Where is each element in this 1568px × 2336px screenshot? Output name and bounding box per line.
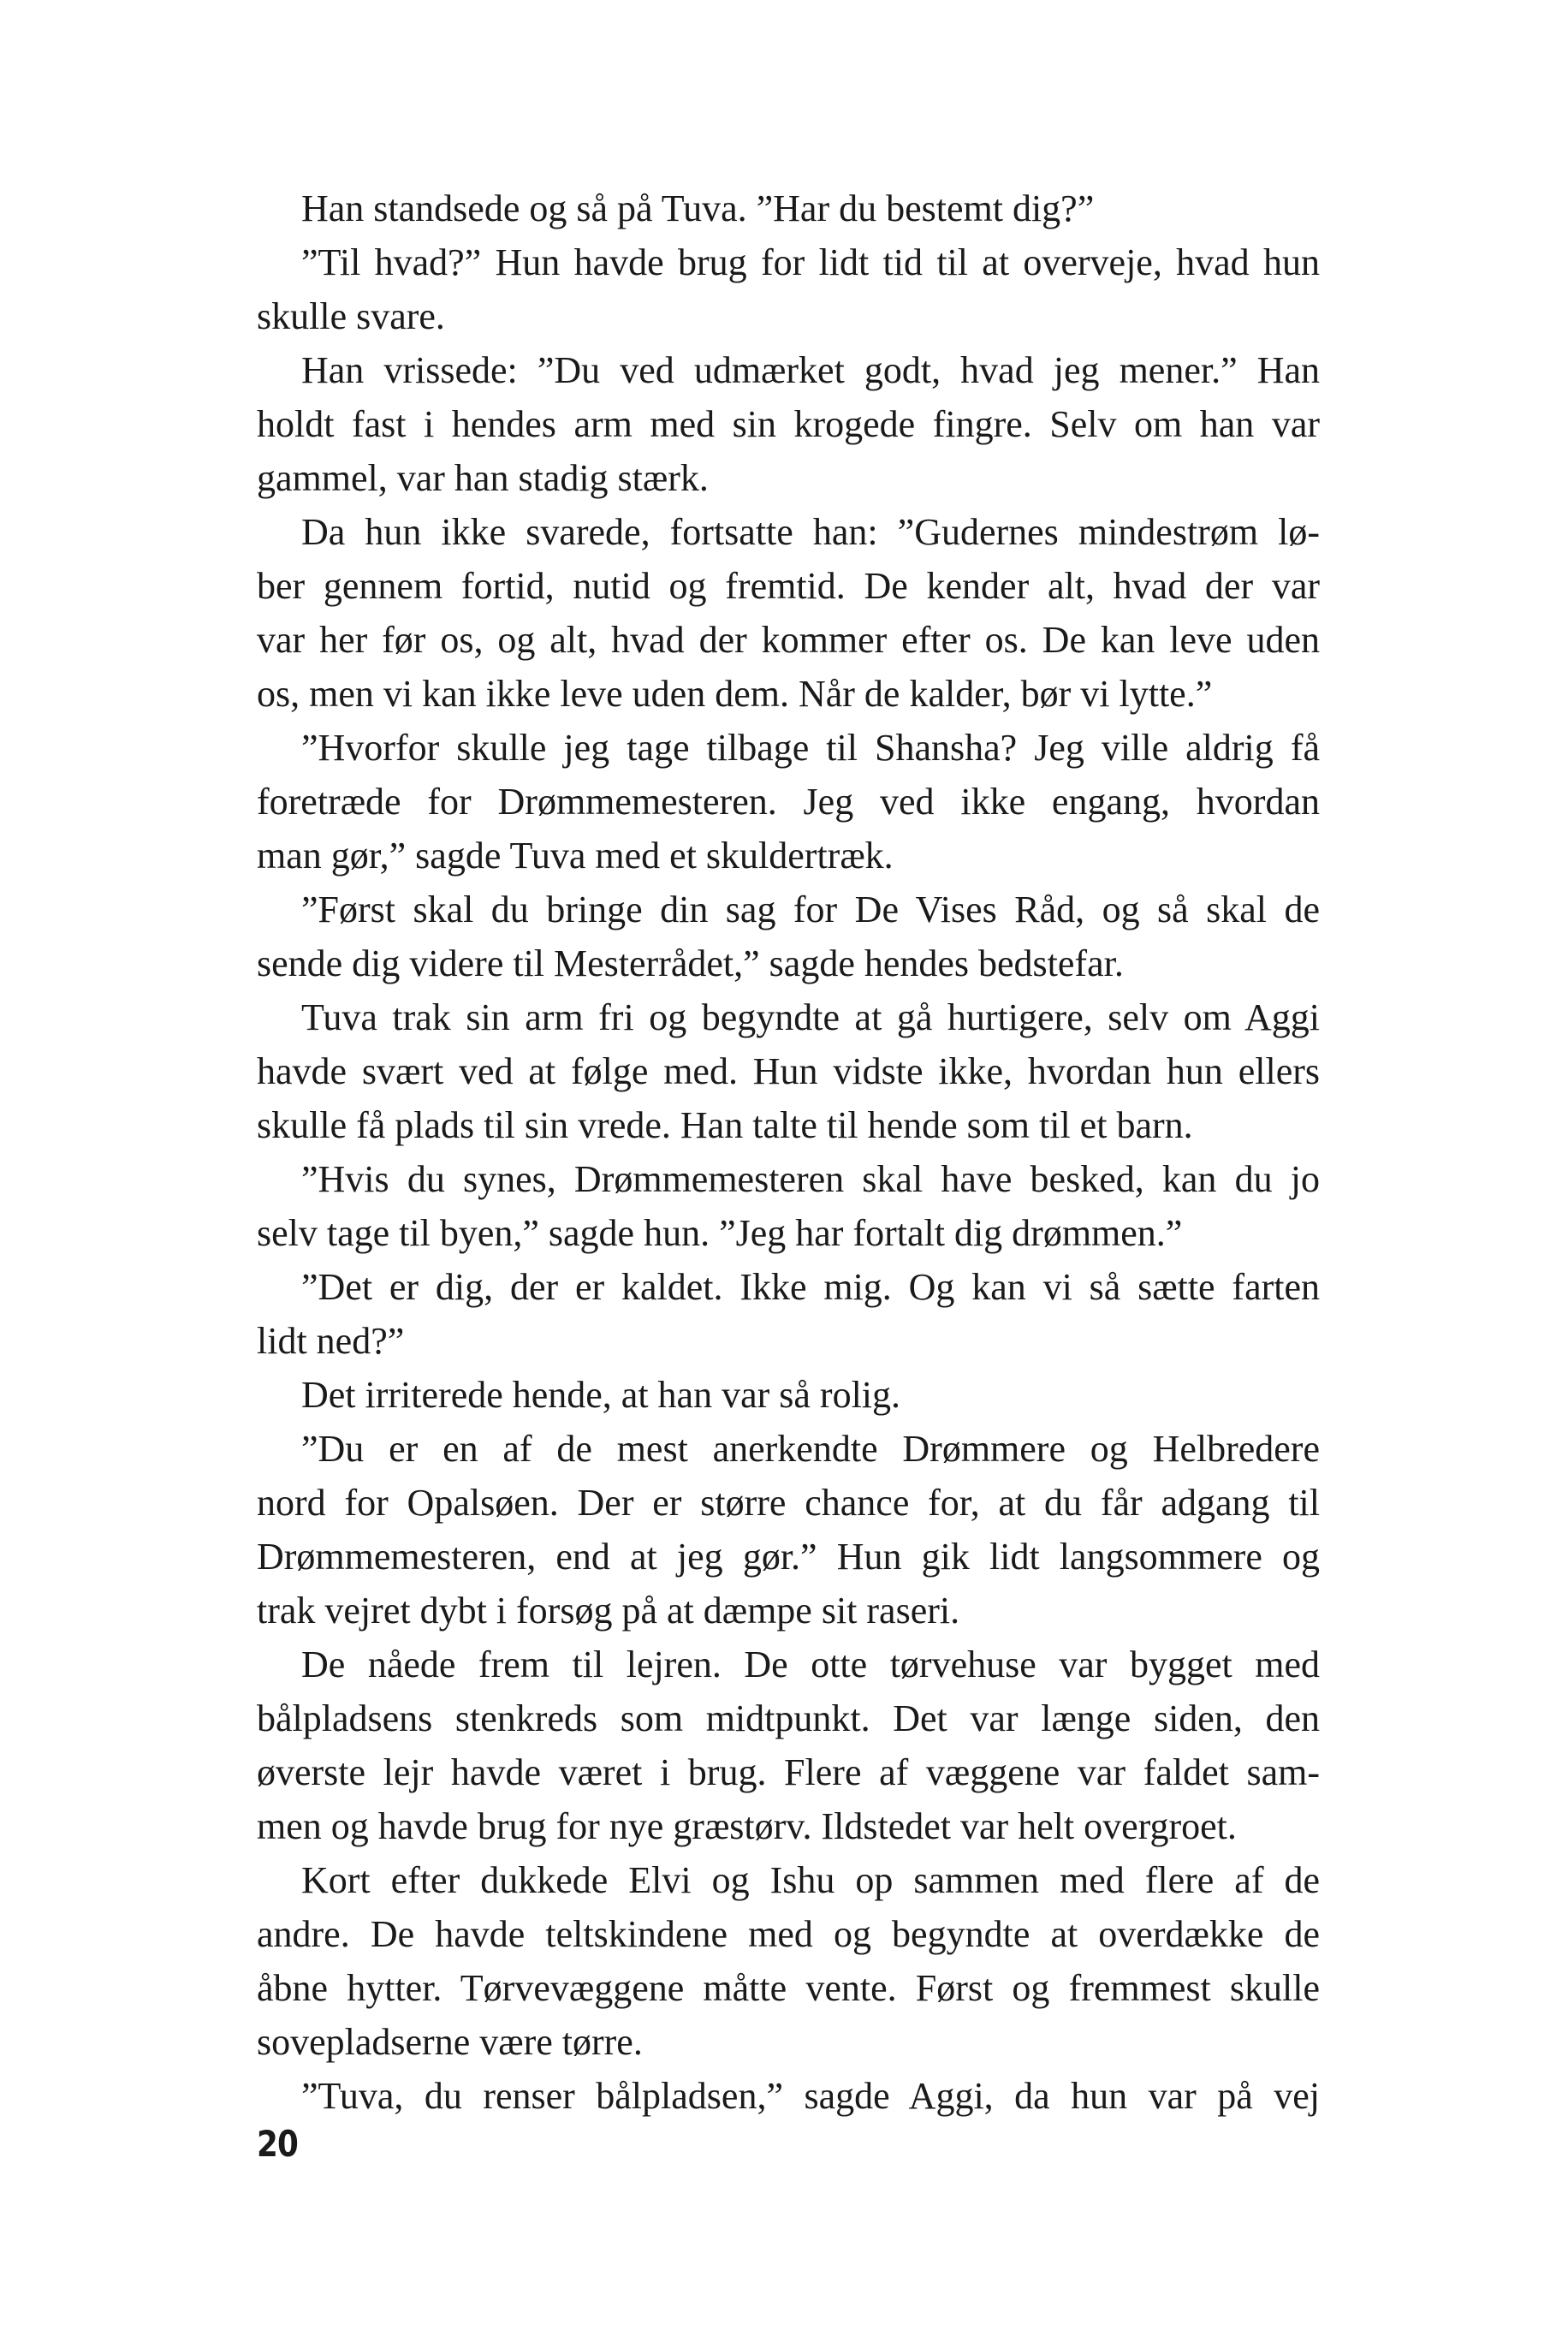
- text-line: trak vejret dybt i forsøg på at dæmpe sit raseri.: [257, 1590, 960, 1632]
- text-line: ”Til hvad?” Hun havde brug for lidt tid til at overveje, hvad hun: [301, 241, 1320, 283]
- text-line: øverste lejr havde været i brug. Flere af væggene var faldet sam-: [257, 1751, 1320, 1793]
- text-line: bålpladsens stenkreds som midtpunkt. Det var længe siden, den: [257, 1697, 1320, 1739]
- text-line: ”Du er en af de mest anerkendte Drømmere og Helbredere: [301, 1428, 1320, 1470]
- text-line: Han vrissede: ”Du ved udmærket godt, hvad jeg mener.” Han: [301, 349, 1320, 391]
- text-line: ”Hvis du synes, Drømmemesteren skal have besked, kan du jo: [301, 1158, 1320, 1200]
- text-line: Da hun ikke svarede, fortsatte han: ”Gudernes mindestrøm lø-: [301, 511, 1320, 553]
- text-line: Drømmemesteren, end at jeg gør.” Hun gik lidt langsommere og: [257, 1536, 1320, 1578]
- text-line: ”Tuva, du renser bålpladsen,” sagde Aggi, da hun var på vej: [301, 2075, 1320, 2117]
- text-line: Tuva trak sin arm fri og begyndte at gå hurtigere, selv om Aggi: [301, 996, 1320, 1038]
- page-number: 20: [257, 2123, 298, 2165]
- text-line: selv tage til byen,” sagde hun. ”Jeg har fortalt dig drømmen.”: [257, 1212, 1183, 1254]
- text-line: Han standsede og så på Tuva. ”Har du bestemt dig?”: [301, 187, 1095, 229]
- text-line: ”Det er dig, der er kaldet. Ikke mig. Og kan vi så sætte farten: [301, 1266, 1320, 1308]
- body-text: [257, 181, 1320, 2123]
- text-line: havde svært ved at følge med. Hun vidste ikke, hvordan hun ellers: [257, 1050, 1320, 1092]
- text-line: gammel, var han stadig stærk.: [257, 457, 709, 499]
- text-line: skulle få plads til sin vrede. Han talte til hende som til et barn.: [257, 1104, 1193, 1146]
- text-line: De nåede frem til lejren. De otte tørvehuse var bygget med: [301, 1644, 1320, 1685]
- text-line: Det irriterede hende, at han var så rolig.: [301, 1374, 901, 1416]
- text-line: andre. De havde teltskindene med og begyndte at overdække de: [257, 1913, 1320, 1955]
- text-line: holdt fast i hendes arm med sin krogede fingre. Selv om han var: [257, 403, 1320, 445]
- text-line: os, men vi kan ikke leve uden dem. Når de kalder, bør vi lytte.”: [257, 673, 1213, 715]
- text-line: ber gennem fortid, nutid og fremtid. De kender alt, hvad der var: [257, 565, 1320, 607]
- text-line: men og havde brug for nye græstørv. Ildstedet var helt overgroet.: [257, 1805, 1237, 1847]
- text-line: man gør,” sagde Tuva med et skuldertræk.: [257, 835, 894, 877]
- text-line: sovepladserne være tørre.: [257, 2021, 643, 2063]
- text-line: ”Hvorfor skulle jeg tage tilbage til Shansha? Jeg ville aldrig få: [301, 727, 1320, 769]
- text-line: ”Først skal du bringe din sag for De Vises Råd, og så skal de: [301, 889, 1320, 930]
- text-line: foretræde for Drømmemesteren. Jeg ved ikke engang, hvordan: [257, 781, 1320, 823]
- text-line: sende dig videre til Mesterrådet,” sagde hendes bedstefar.: [257, 942, 1124, 984]
- text-line: Kort efter dukkede Elvi og Ishu op sammen med flere af de: [301, 1859, 1320, 1901]
- text-line: nord for Opalsøen. Der er større chance for, at du får adgang til: [257, 1482, 1320, 1524]
- text-line: åbne hytter. Tørvevæggene måtte vente. Først og fremmest skulle: [257, 1967, 1320, 2009]
- text-line: lidt ned?”: [257, 1320, 405, 1362]
- text-line: skulle svare.: [257, 295, 445, 337]
- text-line: var her før os, og alt, hvad der kommer efter os. De kan leve uden: [257, 619, 1320, 661]
